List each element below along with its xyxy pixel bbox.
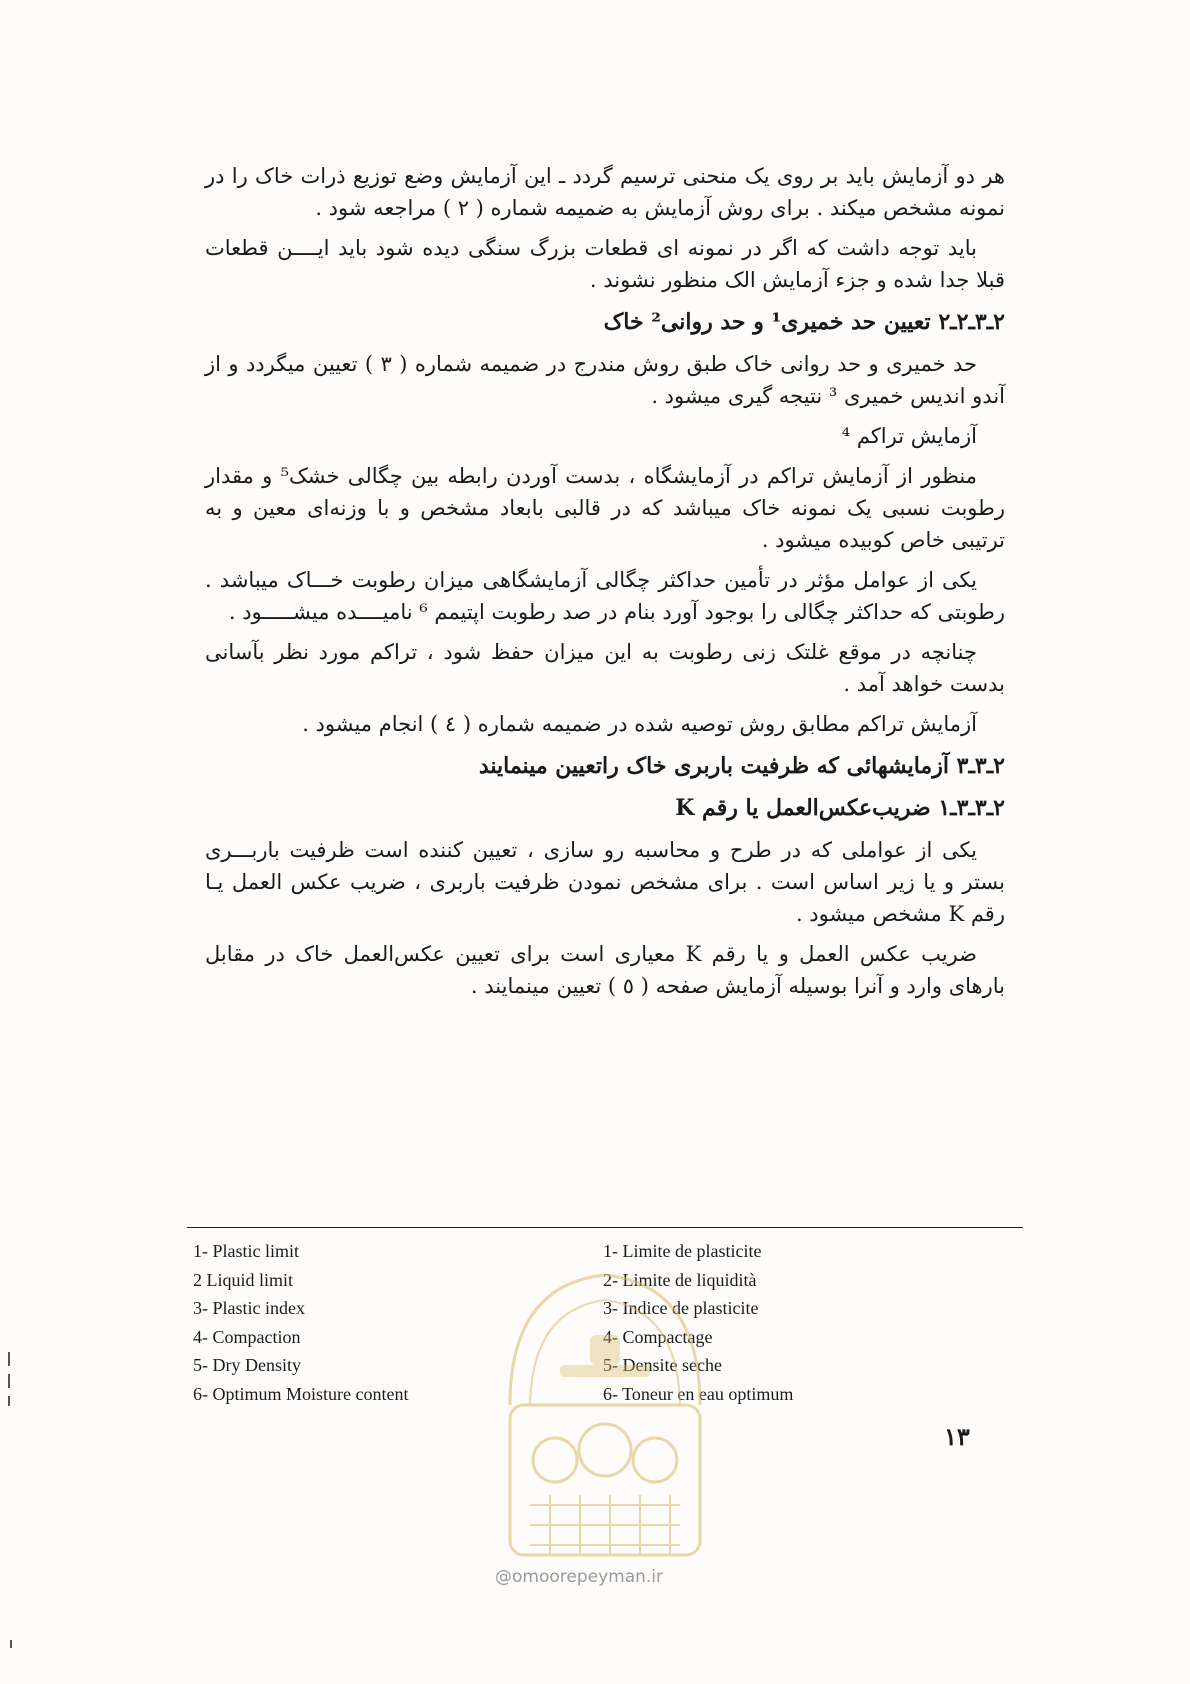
scan-mark <box>8 1374 10 1388</box>
footnote-en-1: 1- Plastic limit <box>193 1241 299 1261</box>
paragraph-compaction-purpose: منظور از آزمایش تراکم در آزمایشگاه ، بدست آوردن رابطه بین چگالی خشک⁵ و مقدار رطوبت نسبی یک نمونه خاک میباشد که در قالبی بابعاد مشخص و با وزنه‌ای معین و به ترتیبی خاص کوبیده میشود . <box>205 464 1005 552</box>
body-text <box>205 160 1005 1010</box>
paragraph-sieve-intro: هر دو آزمایش باید بر روی یک منحنی ترسیم گردد ـ این آزمایش وضع توزیع ذرات خاک را در نمونه مشخص میکند . برای روش آزمایش به ضمیمه شماره ( ۲ ) مراجعه شود . <box>205 164 1005 220</box>
footnote-fr-3: 3- Indice de plasticite <box>603 1298 759 1318</box>
paragraph-rolling: چنانچه در موقع غلتک زنی رطوبت به این میزان حفظ شود ، تراکم مورد نظر بآسانی بدست خواهد آمد . <box>205 640 1005 696</box>
heading-bearing-capacity-tests: ۲ـ۳ـ۳ آزمایشهائی که ظرفیت باربری خاک راتعیین مینمایند <box>478 753 1005 779</box>
watermark-logo-icon <box>470 1255 740 1575</box>
paragraph-compaction-method: آزمایش تراکم مطابق روش توصیه شده در ضمیمه شماره ( ٤ ) انجام میشود . <box>302 712 977 736</box>
page-number: ۱۳ <box>944 1422 970 1451</box>
footnote-en-3: 3- Plastic index <box>193 1298 305 1318</box>
footnote-en-4: 4- Compaction <box>193 1326 301 1347</box>
scan-mark <box>10 1640 12 1648</box>
footnote-fr-5: 5- Densite seche <box>603 1355 722 1375</box>
paragraph-bearing-capacity: یکی از عواملی که در طرح و محاسبه رو سازی ، تعیین کننده است ظرفیت باربـــری بستر و یا زیر اساس است . برای مشخص نمودن ظرفیت باربری ، ضریب عکس العمل یـا رقم K مشخص میشود . <box>205 838 1005 926</box>
paragraph-compaction-label: آزمایش تراکم ⁴ <box>841 424 977 448</box>
footnote-en-5: 5- Dry Density <box>193 1355 301 1375</box>
footnote-en-2: 2 Liquid limit <box>193 1269 294 1290</box>
footnote-fr-1: 1- Limite de plasticite <box>603 1241 762 1261</box>
footnote-fr-2: 2- Limite de liquidità <box>603 1269 757 1290</box>
footnote-fr-4: 4- Compactage <box>603 1326 713 1347</box>
paragraph-k-definition: ضریب عکس العمل و یا رقم K معیاری است برای تعیین عکس‌العمل خاک در مقابل بارهای وارد و آنرا بوسیله آزمایش صفحه ( ٥ ) تعیین مینمایند . <box>205 942 1005 998</box>
footnote-en-6: 6- Optimum Moisture content <box>193 1383 409 1404</box>
paragraph-optimum-moisture: یکی از عوامل مؤثر در تأمین حداکثر چگالی آزمایشگاهی میزان رطوبت خـــاک میباشد . رطوبتی که حداکثر چگالی را بوجود آورد بنام در صد رطوبت اپتیمم ⁶ نامیــــده میشـــــود . <box>205 568 1005 624</box>
heading-k-value: ۲ـ۳ـ۳ـ۱ ضریب‌عکس‌العمل یا رقم K <box>675 795 1005 821</box>
footnote-divider <box>187 1227 1023 1228</box>
scan-mark <box>8 1352 10 1366</box>
paragraph-large-stones: باید توجه داشت که اگر در نمونه ای قطعات بزرگ سنگی دیده شود باید ایــــن قطعات قبلا جدا شده و جزء آزمایش الک منظور نشوند . <box>205 236 1005 292</box>
scan-mark <box>8 1396 10 1406</box>
heading-plastic-liquid-limit: ۲ـ۳ـ۲ـ۲ تعیین حد خمیری¹ و حد روانی² خاک <box>603 309 1005 335</box>
watermark-site-text: @omoorepeyman.ir <box>495 1567 664 1587</box>
footnote-fr-6: 6- Toneur en eau optimum <box>603 1383 794 1404</box>
paragraph-plastic-limit: حد خمیری و حد روانی خاک طبق روش مندرج در ضمیمه شماره ( ۳ ) تعیین میگردد و از آندو اندیس خمیری ³ نتیجه گیری میشود . <box>205 352 1005 408</box>
